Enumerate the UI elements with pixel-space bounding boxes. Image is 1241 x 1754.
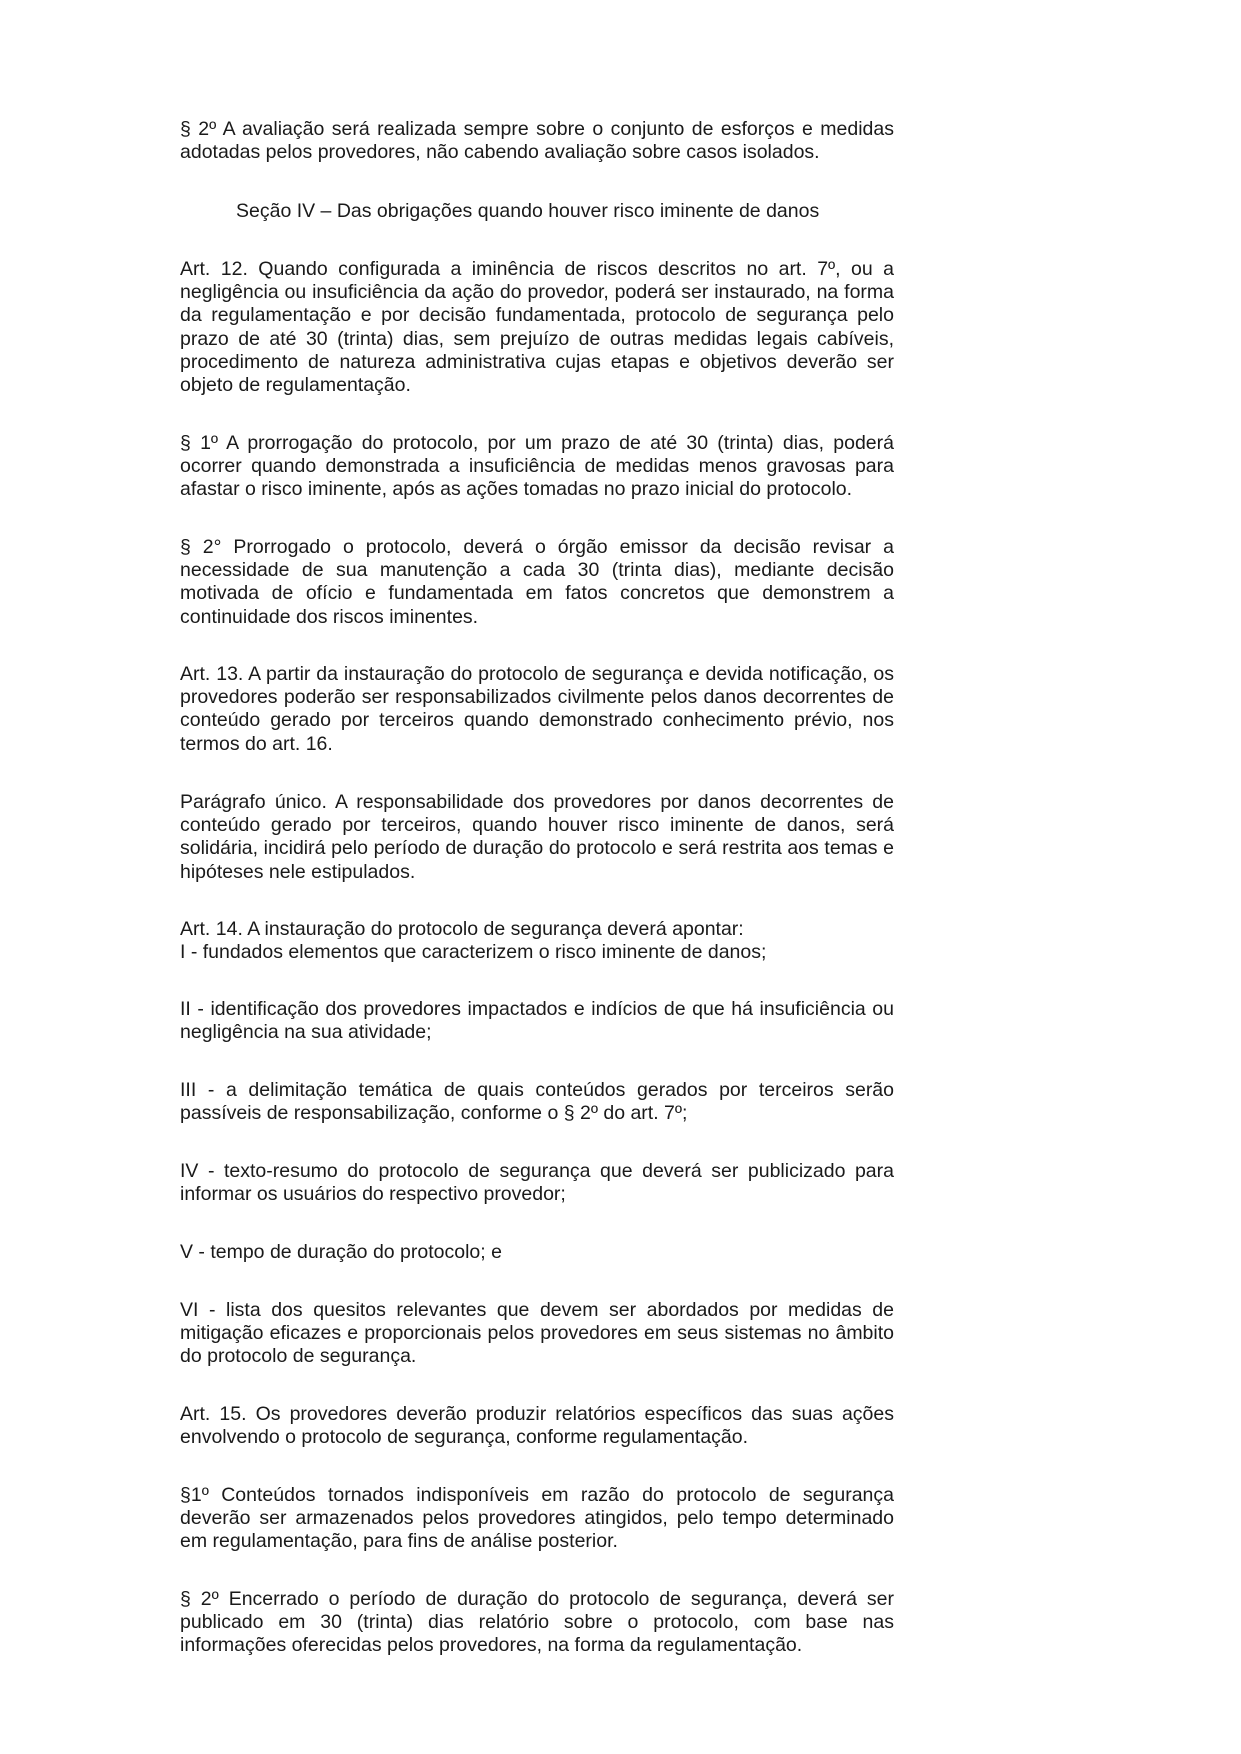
paragraph-art13: Art. 13. A partir da instauração do protocolo de segurança e devida notificação, os provedores poderão ser responsabilizados civilmente pelos danos decorrentes de conteúdo gerado por terceiros quando demonstrado conhecimento prévio, nos termos do art. 16.	[180, 663, 894, 755]
paragraph-art12-par1: § 1º A prorrogação do protocolo, por um prazo de até 30 (trinta) dias, poderá ocorrer quando demonstrada a insuficiência de medidas menos gravosas para afastar o risco iminente, após as ações tomadas no prazo inicial do protocolo.	[180, 432, 894, 501]
paragraph-art14: Art. 14. A instauração do protocolo de segurança deverá apontar:	[180, 918, 744, 940]
paragraph-art14-item-5: V - tempo de duração do protocolo; e	[180, 1241, 502, 1263]
paragraph-art13-sole: Parágrafo único. A responsabilidade dos provedores por danos decorrentes de conteúdo gerado por terceiros, quando houver risco iminente de danos, será solidária, incidirá pelo período de duração do protocolo e será restrita aos temas e hipóteses nele estipulados.	[180, 791, 894, 883]
paragraph-art14-item-4: IV - texto-resumo do protocolo de segurança que deverá ser publicizado para informar os usuários do respectivo provedor;	[180, 1160, 894, 1206]
section-heading: Seção IV – Das obrigações quando houver risco iminente de danos	[236, 200, 820, 222]
paragraph-art12-par2: § 2° Prorrogado o protocolo, deverá o órgão emissor da decisão revisar a necessidade de sua manutenção a cada 30 (trinta dias), mediante decisão motivada de ofício e fundamentada em fatos concretos que demonstrem a continuidade dos riscos iminentes.	[180, 536, 894, 628]
paragraph-art14-item-2: II - identificação dos provedores impactados e indícios de que há insuficiência ou negligência na sua atividade;	[180, 998, 894, 1044]
paragraph-art15: Art. 15. Os provedores deverão produzir relatórios específicos das suas ações envolvendo o protocolo de segurança, conforme regulamentação.	[180, 1403, 894, 1449]
paragraph-art15-par1: §1º Conteúdos tornados indisponíveis em razão do protocolo de segurança deverão ser armazenados pelos provedores atingidos, pelo tempo determinado em regulamentação, para fins de análise posterior.	[180, 1484, 894, 1553]
paragraph-art14-item-3: III - a delimitação temática de quais conteúdos gerados por terceiros serão passíveis de responsabilização, conforme o § 2º do art. 7º;	[180, 1079, 894, 1125]
paragraph-art15-par2: § 2º Encerrado o período de duração do protocolo de segurança, deverá ser publicado em 30 (trinta) dias relatório sobre o protocolo, com base nas informações oferecidas pelos provedores, na forma da regulamentação.	[180, 1588, 894, 1657]
paragraph-art14-item-6: VI - lista dos quesitos relevantes que devem ser abordados por medidas de mitigação eficazes e proporcionais pelos provedores em seus sistemas no âmbito do protocolo de segurança.	[180, 1299, 894, 1368]
paragraph-art11-par2: § 2º A avaliação será realizada sempre sobre o conjunto de esforços e medidas adotadas pelos provedores, não cabendo avaliação sobre casos isolados.	[180, 118, 894, 164]
paragraph-art12: Art. 12. Quando configurada a iminência de riscos descritos no art. 7º, ou a negligência ou insuficiência da ação do provedor, poderá ser instaurado, na forma da regulamentação e por decisão fundamentada, protocolo de segurança pelo prazo de até 30 (trinta) dias, sem prejuízo de outras medidas legais cabíveis, procedimento de natureza administrativa cujas etapas e objetivos deverão ser objeto de regulamentação.	[180, 258, 894, 397]
paragraph-art14-item-1: I - fundados elementos que caracterizem o risco iminente de danos;	[180, 941, 767, 963]
